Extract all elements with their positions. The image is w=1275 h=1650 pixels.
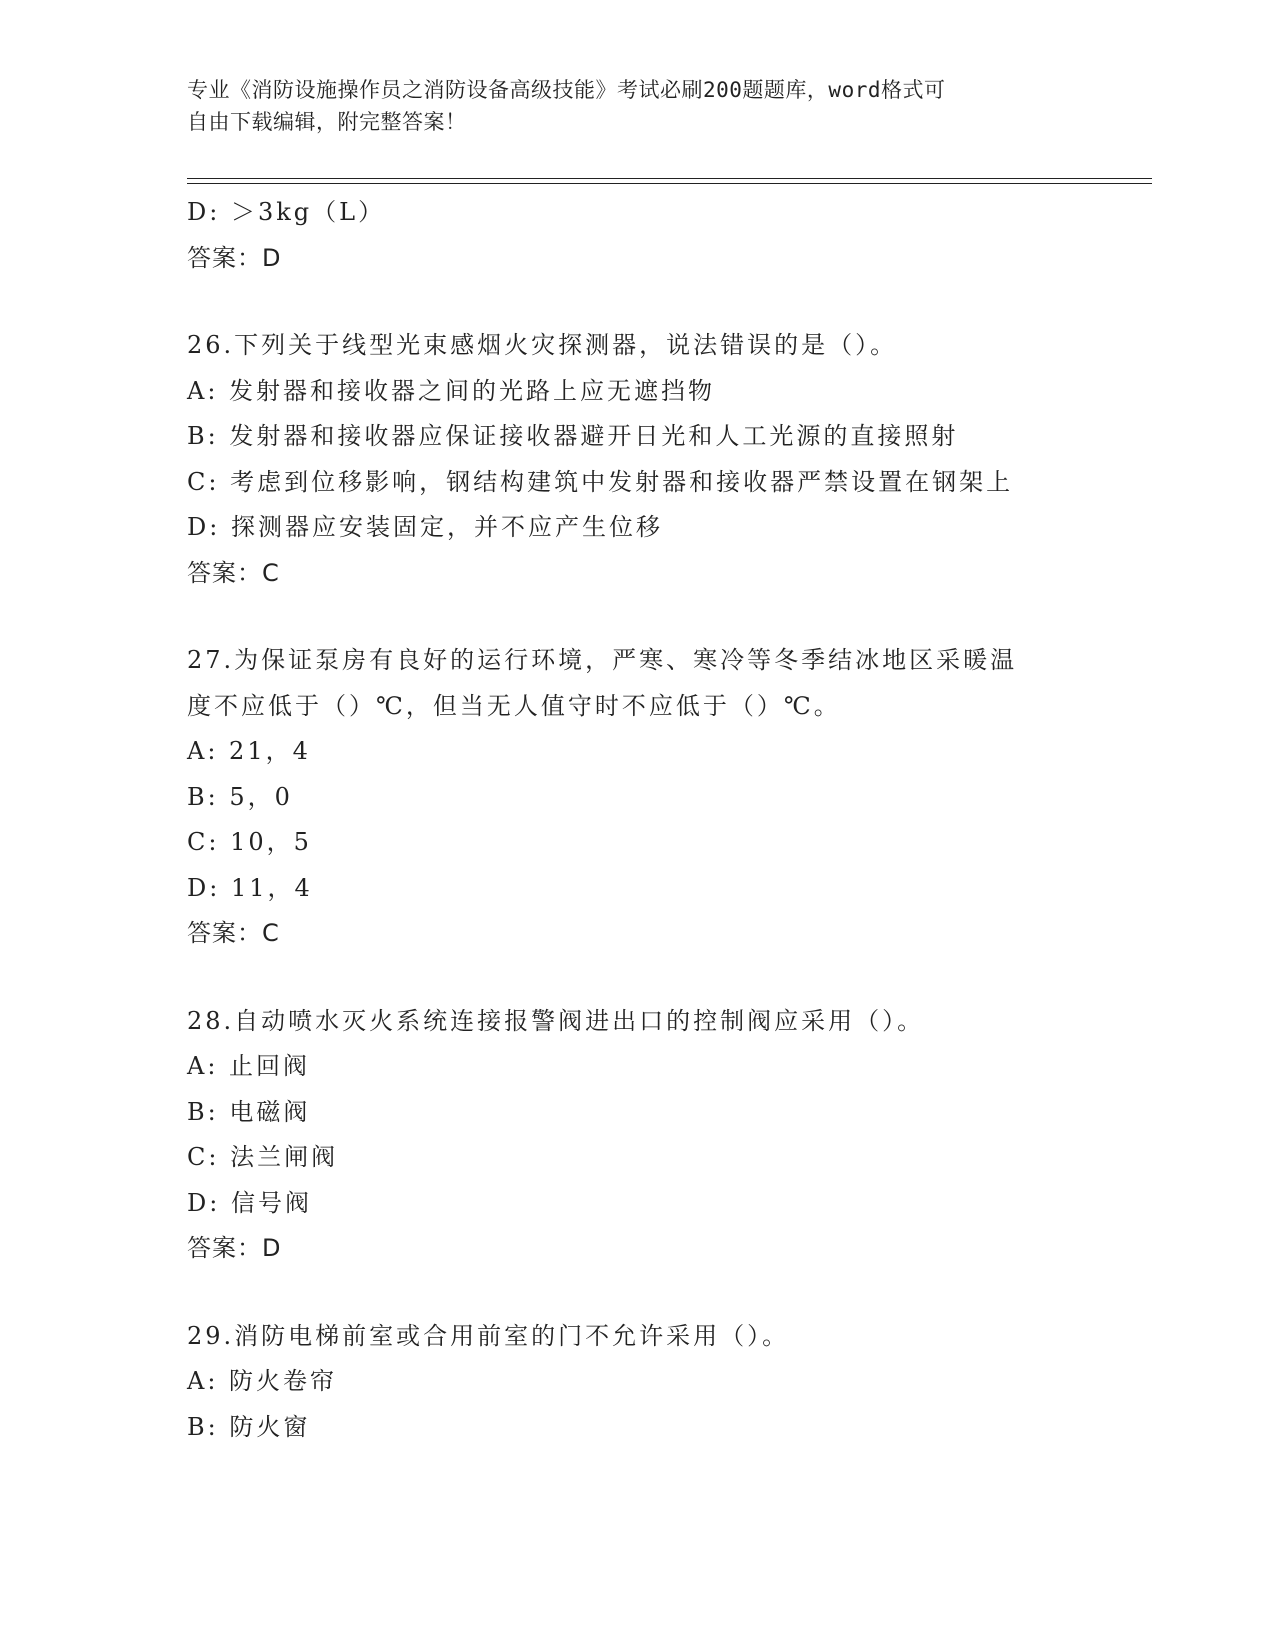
document-header (187, 74, 1067, 138)
option-line: A: 止回阀 (187, 1052, 311, 1080)
option-line: B: 5，0 (187, 782, 293, 811)
option-line: C: 法兰闸阀 (187, 1143, 339, 1171)
question-gap (187, 1272, 1087, 1314)
header-line-2: 自由下载编辑，附完整答案！ (187, 110, 467, 134)
question-gap (187, 957, 1087, 999)
option-line: C: 考虑到位移影响，钢结构建筑中发射器和接收器严禁设置在钢架上 (187, 467, 1014, 496)
header-line-1: 专业《消防设施操作员之消防设备高级技能》考试必刷200题题库，word格式可 (187, 78, 946, 102)
option-line: B: 电磁阀 (187, 1097, 311, 1126)
option-line: A: 防火卷帘 (187, 1367, 338, 1395)
answer-line: 答案：D (187, 243, 282, 272)
option-line: A: 21，4 (187, 737, 311, 765)
option-line: D: ＞3kg（L） (187, 198, 386, 226)
option-line: D: 信号阀 (187, 1188, 312, 1217)
question-text: 28.自动喷水灭火系统连接报警阀进出口的控制阀应采用（）。 (187, 1006, 925, 1035)
option-line: B: 发射器和接收器应保证接收器避开日光和人工光源的直接照射 (187, 422, 959, 450)
question-list (187, 190, 1087, 1450)
option-line: C: 10，5 (187, 828, 312, 856)
option-line: D: 11，4 (187, 873, 313, 902)
answer-line: 答案：C (187, 558, 280, 587)
question-text: 27.为保证泵房有良好的运行环境，严寒、寒冷等冬季结冰地区采暖温 (187, 646, 1018, 674)
question-text: 度不应低于（）℃，但当无人值守时不应低于（）℃。 (187, 691, 841, 720)
option-line: B: 防火窗 (187, 1412, 311, 1441)
question-gap (187, 596, 1087, 638)
question-gap (187, 281, 1087, 323)
answer-line: 答案：D (187, 1234, 282, 1262)
option-line: A: 发射器和接收器之间的光路上应无遮挡物 (187, 376, 716, 405)
question-text: 26.下列关于线型光束感烟火灾探测器，说法错误的是（）。 (187, 331, 898, 359)
question-text: 29.消防电梯前室或合用前室的门不允许采用（）。 (187, 1321, 790, 1350)
header-rule-bottom (187, 183, 1152, 184)
option-line: D: 探测器应安装固定，并不应产生位移 (187, 513, 663, 541)
header-rule-top (187, 178, 1152, 179)
answer-line: 答案：C (187, 919, 280, 947)
